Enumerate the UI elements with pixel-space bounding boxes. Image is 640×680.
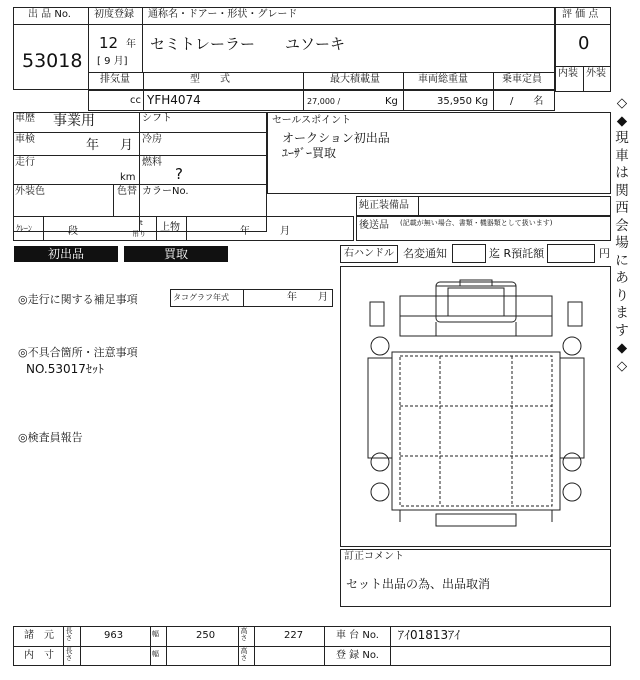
correction-label: 訂正コメント [344,551,404,562]
shipping-note: (記載が無い場合、書類・機器類として扱います) [400,219,553,227]
crane-ton: t [140,219,143,227]
upper-year: 年 [240,226,250,237]
spec-height-label: 高さ [240,627,248,641]
lot-label: 出 品 No. [28,9,71,20]
displacement-label: 排気量 [100,74,130,85]
deposit-field [547,244,595,263]
vehicle-name: セミトレーラー ユソーキ [150,35,346,53]
driving-notes-label: ◎走行に関する補足事項 [18,293,138,306]
gross-weight-label: 車両総重量 [418,74,468,85]
right-hand-label: 右ハンドル [344,248,394,259]
inspection-label: 車検 [15,134,35,145]
capacity-value: / 名 [510,96,544,107]
model-label: 型 式 [190,74,230,85]
venue-note: ◇◆現車は関西会場にあります◆◇ [615,95,629,374]
name-change-field [452,244,486,263]
tachograph-month: 月 [318,292,328,303]
spec-length-value: 963 [104,630,124,641]
displacement-unit: cc [130,95,141,106]
chassis-value: ｱｲ01813ｱｲ [398,628,461,642]
spec-label: 諸 元 [24,630,54,641]
defects-label: ◎不具合箇所・注意事項 [18,346,138,359]
model-value: YFH4074 [147,93,201,107]
first-registration-label: 初度登録 [94,9,134,20]
spec-width-value: 250 [196,630,216,641]
inner-length-label: 長さ [65,647,73,661]
max-load-value: 27,000 / [307,97,341,106]
chassis-label: 車 台 No. [336,630,379,641]
color-change-label: 色替 [117,186,137,197]
inner-label: 内 寸 [24,650,54,661]
first-registration-month: [ 9 月] [97,56,128,67]
registration-label: 登 録 No. [336,650,379,661]
evaluation-score: 0 [578,33,590,54]
sales-point-line2: ﾕｰｻﾞｰ買取 [282,146,337,160]
spec-length-label: 長さ [65,627,73,641]
lot-number: 53018 [22,50,83,72]
crane-stage: 段 [68,226,78,237]
upper-label: 上物 [160,222,180,233]
sales-point-label: セールスポイント [272,115,352,126]
shift-label: シフト [142,113,172,124]
spec-height-value: 227 [284,630,304,641]
crane-label: ｸﾚｰﾝ [16,224,32,233]
genuine-equipment-label: 純正装備品 [359,200,409,211]
gross-weight-value: 35,950 Kg [437,96,489,107]
exterior-label: 外装 [586,68,606,79]
spec-width-label: 幅 [152,630,159,638]
fuel-label: 燃料 [142,157,162,168]
inner-height-label: 高さ [240,647,248,661]
color-number-label: カラーNo. [142,186,189,197]
inspection-year-unit: 年 [86,138,100,153]
inner-width-label: 幅 [152,650,159,658]
inspection-month-unit: 月 [120,138,134,153]
history-label: 車歴 [15,113,35,124]
fuel-value: ? [175,165,183,183]
defects-value: NO.53017ｾｯﾄ [26,362,104,376]
evaluation-label: 評 価 点 [562,9,599,20]
exterior-color-label: 外装色 [15,186,45,197]
sales-point-line1: オークション初出品 [282,131,390,145]
inspector-report-label: ◎検査員報告 [18,431,83,444]
tachograph-label: タコグラフ年式 [173,293,229,302]
crane-row [13,216,354,241]
first-listing-badge: 初出品 [14,246,118,262]
mileage-label: 走行 [15,157,35,168]
correction-text: セット出品の為、出品取消 [346,577,491,591]
ac-label: 冷房 [142,134,162,145]
tachograph-year: 年 [287,292,297,303]
max-load-unit: Kg [385,96,398,107]
buyback-badge: 買取 [124,246,228,262]
yen-label: 円 [599,247,610,260]
history-value: 事業用 [53,113,95,129]
crane-lift: 吊り [132,230,146,238]
deposit-label: 迄 R預託額 [489,247,545,260]
max-load-label: 最大積載量 [330,74,380,85]
interior-label: 内装 [558,68,578,79]
vehicle-diagram [340,266,611,547]
shipping-label: 後送品 [359,220,389,231]
mileage-unit: km [120,172,136,183]
upper-month: 月 [280,226,290,237]
details-box [13,112,267,232]
first-registration-year: 12 [99,34,119,52]
name-change-label: 名変通知 [403,247,447,260]
vehicle-name-label: 通称名・ドアー・形状・グレード [148,9,298,20]
year-unit: 年 [126,39,136,50]
capacity-label: 乗車定員 [502,74,542,85]
